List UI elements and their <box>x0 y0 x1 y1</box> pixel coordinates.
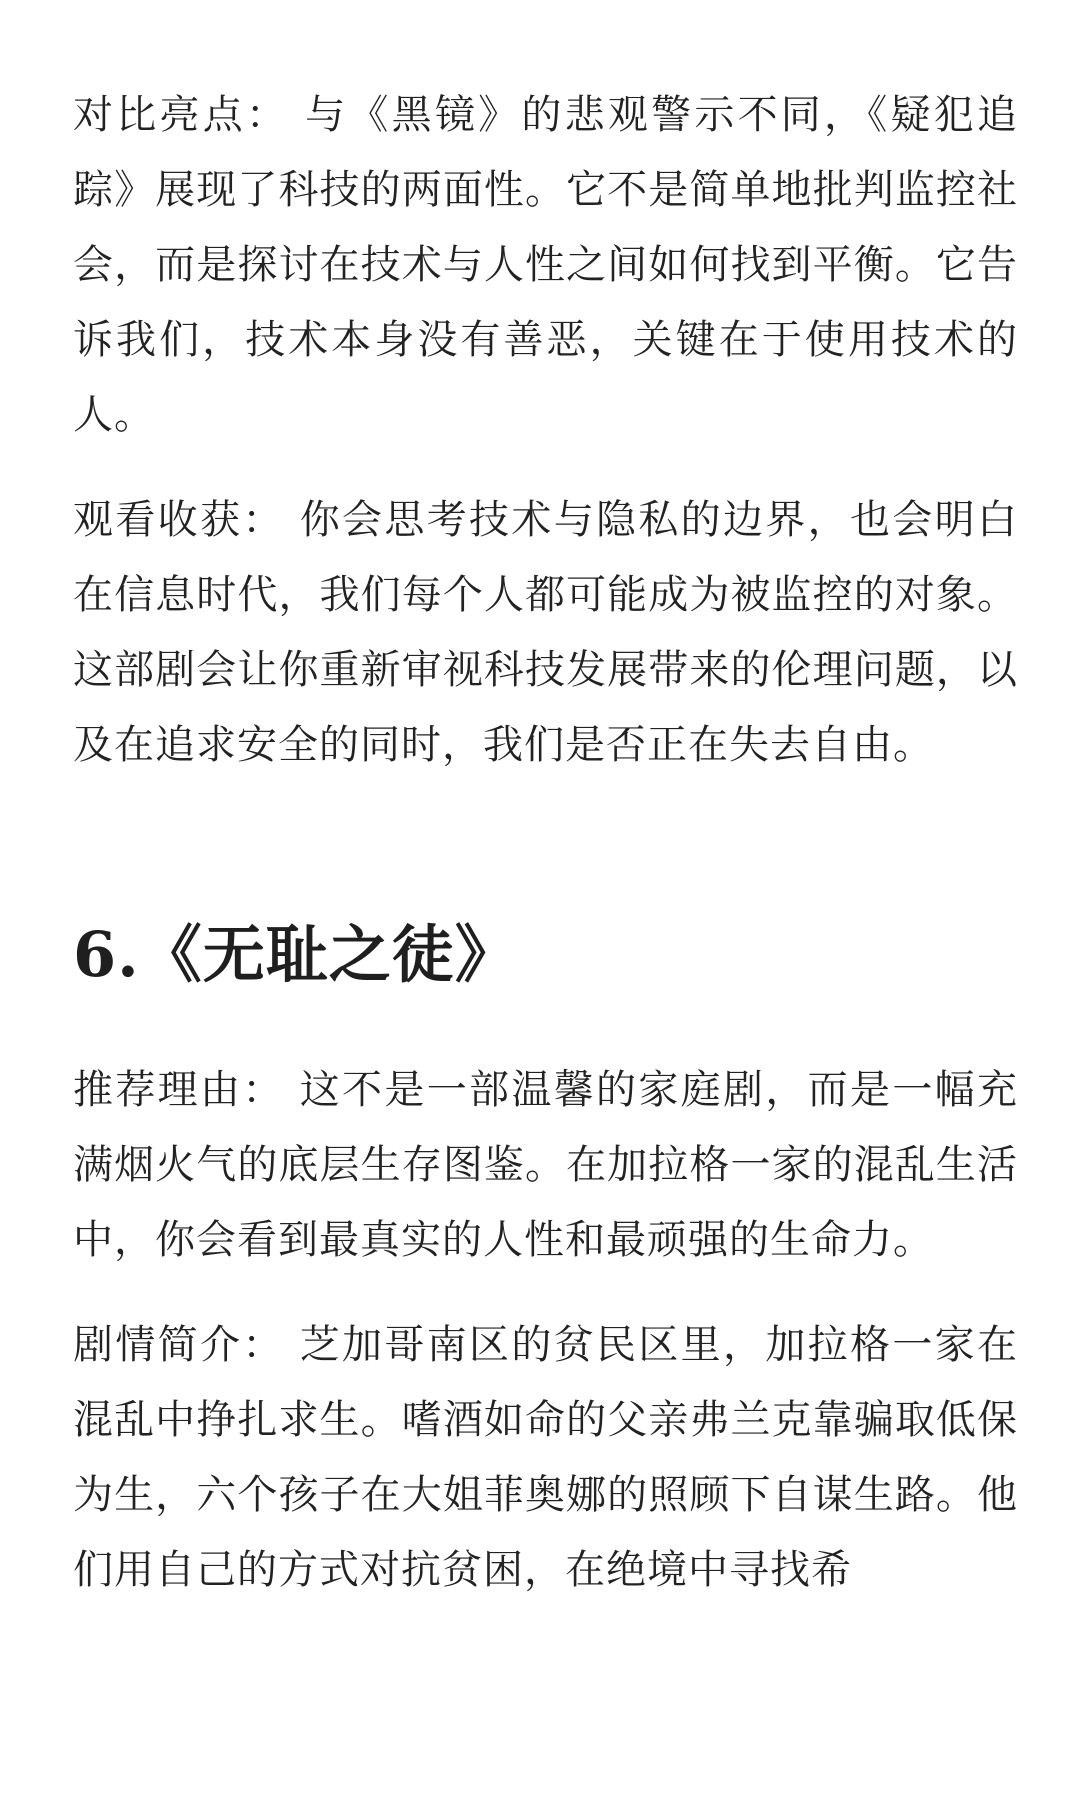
section-spacer <box>73 783 1018 915</box>
paragraph-spacer <box>73 453 1018 483</box>
synopsis-label: 剧情简介： <box>73 1322 285 1368</box>
comparison-text: 与《黑镜》的悲观警示不同，《疑犯追踪》展现了科技的两面性。它不是简单地批判监控社会，而是探讨在技术与人性之间如何找到平衡。它告诉我们，技术本身没有善恶，关键在于使用技术的人。 <box>73 92 1019 438</box>
reason-paragraph <box>73 1053 1018 1278</box>
title-spacer <box>73 995 1018 1053</box>
takeaway-paragraph <box>73 483 1018 783</box>
takeaway-text: 你会思考技术与隐私的边界，也会明白在信息时代，我们每个人都可能成为被监控的对象。这部剧会让你重新审视科技发展带来的伦理问题，以及在追求安全的同时，我们是否正在失去自由。 <box>73 497 1018 768</box>
takeaway-label: 观看收获： <box>73 497 285 543</box>
comparison-label: 对比亮点： <box>73 92 290 138</box>
paragraph-spacer <box>73 1278 1018 1308</box>
reason-label: 推荐理由： <box>73 1067 285 1113</box>
reason-text: 这不是一部温馨的家庭剧，而是一幅充满烟火气的底层生存图鉴。在加拉格一家的混乱生活中，你会看到最真实的人性和最顽强的生命力。 <box>73 1067 1018 1263</box>
comparison-paragraph <box>73 78 1018 453</box>
article-body <box>73 78 1018 1608</box>
synopsis-paragraph <box>73 1308 1018 1608</box>
section-title-shameless: 6.《无耻之徒》 <box>73 918 518 991</box>
synopsis-text: 芝加哥南区的贫民区里，加拉格一家在混乱中挣扎求生。嗜酒如命的父亲弗兰克靠骗取低保为生，六个孩子在大姐菲奥娜的照顾下自谋生路。他们用自己的方式对抗贫困，在绝境中寻找希 <box>73 1322 1018 1593</box>
